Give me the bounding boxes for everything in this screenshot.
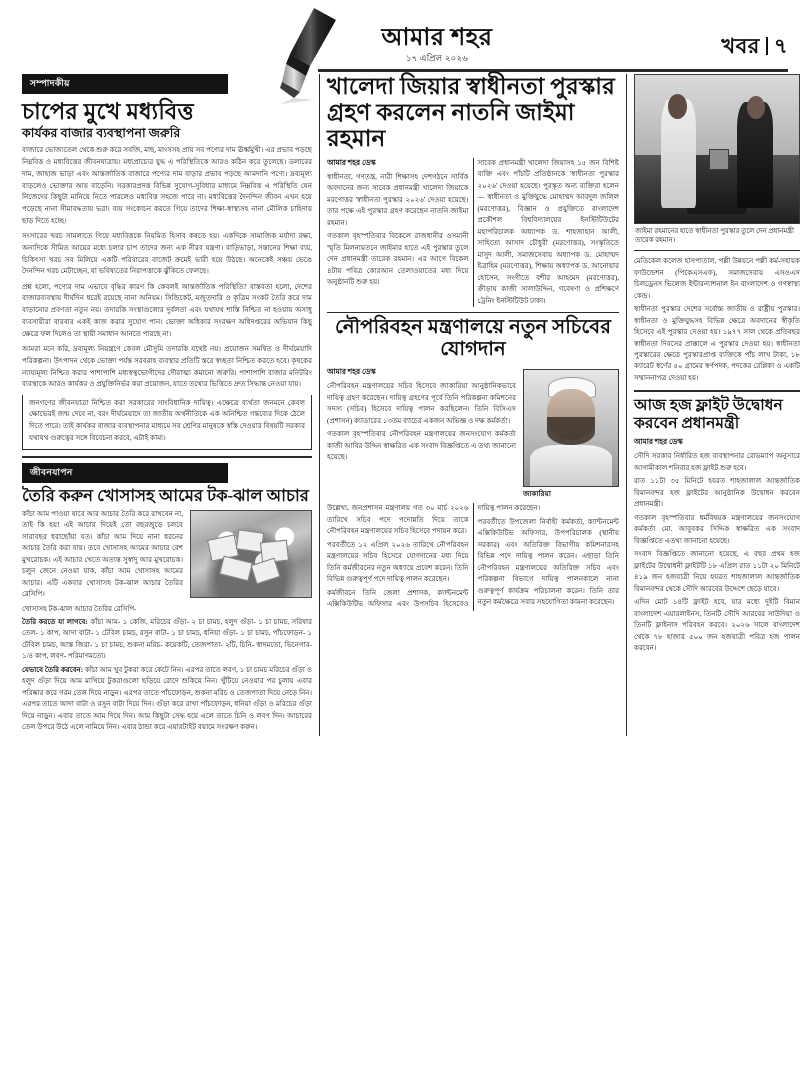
main-grid — [22, 74, 800, 736]
third-paragraph: গতকাল বৃহস্পতিবার ধর্মবিষয়ক মন্ত্রণালয়ের জনসংযোগ কর্মকর্তা মো. আবুবকর সিদ্দিক স্বাক্ষরিত এক সংবাদ বিজ্ঞপ্তিতে এতথ্য জানানো হয়েছে। — [634, 513, 800, 545]
lifestyle-paragraph: কাঁচা আম পাওয়া যাবে আর আচার তৈরি করে রাখবেন না, তাই কি হয়! এই আচার দিয়েই তো বছরজুড়ে চলবে সারাবছর ধরাছোঁয়া যত। কাঁচা আম দিয়ে নানা ধরনের আচার তৈরি করা যায়। তবে খোসাসহ আমের আচার বেশ মুখরোচক। এই আচার খেতে অত্যন্ত সুস্বাদু আর মুখরোচক। চলুন জেনে নেওয়া যাক, কাঁচা আম খোসাসহ আমের আচার। এটি একবার খোসাসহ টক-ঝাল আচার তৈরির রেসিপি। — [22, 509, 183, 599]
photo-detail — [219, 555, 253, 581]
recipe-block — [22, 604, 312, 734]
section-divider — [634, 390, 800, 392]
lead-top-columns — [327, 158, 619, 307]
second-headline: নৌপরিবহন মন্ত্রণালয়ে নতুন সচিবের যোগদান — [334, 317, 612, 361]
second-body-rest — [327, 503, 619, 610]
third-paragraph: রাত ১১টা ৩৫ মিনিটে হযরত শাহজালাল আন্তর্জাতিক বিমানবন্দর হজ ফ্লাইটের আনুষ্ঠানিক উদ্বোধন করবেন প্রধানমন্ত্রী। — [634, 477, 800, 509]
editorial-body — [22, 145, 312, 391]
third-paragraph: সৌদি সরকার নির্ধারিত হজ ব্যবস্থাপনার রোডম্যাপ অনুসারে আগামীকাল শনিবার হজ ফ্লাইট শুরু হবে। — [634, 452, 800, 472]
section-label: খবর — [721, 34, 760, 58]
method-label: যেভাবে তৈরি করবেন: — [22, 665, 84, 674]
center-column — [327, 74, 619, 736]
award-ceremony-photo — [634, 74, 800, 224]
secretary-portrait — [523, 369, 619, 501]
third-body — [634, 451, 800, 654]
section-divider — [327, 312, 619, 313]
second-paragraph: গতকাল বৃহস্পতিবার নৌপরিবহন মন্ত্রণালয়ের জনসংযোগ কর্মকর্তা কাজী আবির উদ্দিন স্বাক্ষরিত এক সংবাদ বিজ্ঞপ্তিতে এ তথ্য জানানো হয়েছে। — [327, 430, 516, 462]
photo-detail — [709, 149, 729, 170]
photo-detail — [530, 445, 613, 487]
column-rule — [626, 74, 627, 736]
recipe-ingredients-line — [22, 617, 312, 663]
masthead-center — [322, 26, 552, 66]
lead-headline: খালেদা জিয়ার স্বাধীনতা পুরস্কার গ্রহণ করলেন নাতনি জাইমা রহমান — [327, 74, 615, 151]
photo-detail — [547, 417, 596, 445]
portrait-caption: জাকারিয়া — [523, 490, 551, 499]
lead-paragraph: গতকাল বৃহস্পতিবার বিকেলে রাজধানীর ওসমানী স্মৃতি মিলনায়তনে জাইমার হাতে এই পুরস্কার তুলে দেন প্রধানমন্ত্রী তারেক রহমান। এর আগে বিকেল ৪টায় পবিত্র কোরআন তেলাওয়াতের মধ্য দিয়ে অনুষ্ঠানটি শুরু হয়। — [327, 232, 469, 287]
lead-body-continued — [634, 256, 800, 384]
mango-pickle-photo — [190, 510, 312, 598]
newspaper-page — [22, 12, 800, 1068]
editorial-paragraph: বাজারে ভোজ্যতেল থেকে শুরু করে সবজি, মাছ, মাংসসহ প্রায় সব পণ্যের দাম ঊর্ধ্বমুখী। এর প্রভাব পড়ছে নিম্নবিত্ত ও মধ্যবিত্তের জীবনযাত্রায়। মধ্যপ্রাচ্যের যুদ্ধ এ পরিস্থিতিকে আরও কঠিন করে তুলেছে। ডলারের দাম, জাহাজ ভাড়া এবং আন্তর্জাতিক বাজারে পণ্যের দাম বাড়ার প্রভাব পড়ছে আমদানি পণ্যে। দ্রব্যমূল্য বাড়লেও ভোক্তার আয় বাড়েনি। সরকারপ্রদত্ত বিভিন্ন সুযোগ-সুবিধার মাধ্যমে নিম্নবিত্ত এ পরিস্থিতি যেন নিজেদের কিছুটা মানিয়ে নিতে পারলেও মধ্যবিত্ত সহজে পারে না। মধ্যবিত্তের দৈনন্দিন জীবন এখন হয়ে পড়েছে নানা সীমাবদ্ধতায় ভরা। ব্যয় সংকোচন করতে গিয়ে তাদের শিক্ষা-স্বাস্থ্যসহ নানা মৌলিক চাহিদায় ছাড় দিতে হচ্ছে। — [22, 146, 312, 225]
second-paragraph: কর্মজীবনে তিনি জেলা প্রশাসক, ক্যান্টনমেন্ট এক্সিকিউটিভ অফিসার এবং উপসচিব হিসেবেও দায়িত্ব পালন করেছেন। — [327, 504, 541, 609]
editorial-subhead: কার্যকর বাজার ব্যবস্থাপনা জরুরি — [22, 126, 181, 141]
second-paragraph: উল্লেখ্য, জনপ্রশাসন মন্ত্রণালয় গত ৩০ মার্চ ২০২৬ তারিখে সচিব পদে পদোন্নতি দিয়ে তাকে নৌপরিবহন মন্ত্রণালয়ের সচিব হিসেবে পদায়ন করে। — [327, 504, 469, 536]
divider-bar — [766, 37, 768, 55]
second-story — [327, 317, 619, 610]
method-text: কাঁচা আম খুব টুকরা করে কেটে নিন। এরপর তাতে লবণ, ১ চা চামচ মরিচের গুঁড়া ও হলুদ গুঁড়া দিয়ে আম মাখিয়ে টুকরাগুলো ছড়িয়ে রোদে শুকিয়ে নিন। খুঁটিয়ে নেওয়ার পর চুলায় এবার পরিষ্কার করে গরম তেল দিয়ে নাড়ুন। এরপর তাতে পাঁচফোড়ন, শুকনা মরিচ ও তেজপাতা দিয়ে নেড়ে নিন। এরপর তাতে আদা বাটা ও রসুন বাটা দিয়ে দিন। গুঁড়া করে রাখা পাঁচফোড়ন, ধনিয়া গুঁড়া ও মরিচের গুঁড়া দিয়ে নাড়ুন। এবার তাতে আম দিয়ে দিন। আম কিছুটা সেদ্ধ হয়ে এলে তাতে চিনি ও লবণ দিন। আচারের তেল উপরে উঠে এলে নামিয়ে নিন। এবার ঠান্ডা করে এয়ারটাইট বয়ামে সংরক্ষণ করুন। — [22, 665, 312, 732]
section-divider — [634, 250, 800, 251]
third-paragraph: এদিন মোট ১৪টি ফ্লাইট হবে, যার মধ্যে দুইটি বিমান বাংলাদেশ এয়ারলাইনস, তিনটি সৌদি আরবের সাউদিয়া ও তিনটি ফ্লাইনাস পরিবহন করবে। ২০২৬ সালে বাংলাদেশ থেকে ৭৮ হাজার ৫০০ জন হজযাত্রী পবিত্র হজ পালন করবেন। — [634, 598, 800, 653]
editorial-paragraph: প্রশ্ন হলো, পণ্যের দাম এভাবে বৃদ্ধির কারণ কি কেবলই আন্তর্জাতিক পরিস্থিতি? বাস্তবতা হলো, দেশের বাজারব্যবস্থায় দীর্ঘদিন ধরেই রয়েছে নানা অনিয়ম। সিন্ডিকেট, মজুতদারি ও কৃত্রিম সংকট তৈরি করে দাম বাড়ানোর প্রবণতা নতুন নয়। তদারকি সংস্থাগুলোর দুর্বলতা এবং যথাযথ শাস্তি নিশ্চিত না হওয়ায় অসাধু ব্যবসায়ীরা বারবার একই কাজ করার সুযোগ পান। ভোক্তা অধিকার সংরক্ষণ অধিদপ্তরের অভিযান কিছু ক্ষেত্রে ফল দিলেও তা স্থায়ী সমাধান আনতে পারছে না। — [22, 282, 312, 338]
third-story — [634, 397, 800, 654]
editorial-paragraph: সংসারের খরচ সামলাতে গিয়ে মধ্যবিত্তকে নিয়মিত হিসাব কষতে হয়। একদিকে সামাজিক মর্যাদা রক্ষা, অন্যদিকে সীমিত আয়ের মধ্যে চলার চাপ তাদের জন্য এক নীরব যন্ত্রণা। বাড়িভাড়া, সন্তানের শিক্ষা ব্যয়, চিকিৎসা খরচ সব মিলিয়ে একটি পরিবারের বাজেট ক্রমেই ভারী হয়ে উঠছে। অনেকেই সঞ্চয় ভেঙে দৈনন্দিন খরচ মেটাচ্ছেন, যা ভবিষ্যতের নিরাপত্তাকে ঝুঁকিতে ফেলছে। — [22, 232, 312, 276]
lifestyle-section-tag: জীবনযাপন — [22, 463, 228, 483]
second-paragraph: নৌপরিবহন মন্ত্রণালয়ের সচিব হিসেবে জাকারিয়া আনুষ্ঠানিকভাবে দায়িত্ব গ্রহণ করেছেন। দায়িত্ব গ্রহণের পূর্বে তিনি পরিকল্পনা কমিশনের সদস্য (সচিব) হিসেবে দায়িত্ব পালন করছিলেন। তিনি বিসিএস (প্রশাসন) ক্যাডারের ১৩তম ব্যাচের একজন অভিজ্ঞ ও দক্ষ কর্মকর্তা। — [327, 382, 516, 425]
editorial-paragraph: আমরা মনে করি, দ্রব্যমূল্য নিয়ন্ত্রণে কেবল মৌসুমি তদারকি যথেষ্ট নয়। প্রয়োজন সমন্বিত ও দীর্ঘমেয়াদি পরিকল্পনা। উৎপাদন থেকে ভোক্তা পর্যন্ত সরবরাহ ব্যবস্থার প্রতিটি স্তরে স্বচ্ছতা নিশ্চিত করতে হবে। কৃষকের ন্যায্যমূল্য নিশ্চিত করার পাশাপাশি মধ্যস্বত্বভোগীদের দৌরাত্ম্য কমানো জরুরি। পাশাপাশি বাজার মনিটরিং ব্যবস্থাকে আরও কার্যকর ও প্রযুক্তিনির্ভর করা প্রয়োজন, যাতে তথ্যের ভিত্তিতে দ্রুত সিদ্ধান্ত নেওয়া যায়। — [22, 345, 312, 389]
section-page-indicator — [721, 30, 788, 65]
second-paragraph: পরবর্তীতে ১২ এপ্রিল ২০২৬ তারিখে নৌপরিবহন মন্ত্রণালয়ের সচিব হিসেবে যোগদানের মধ্য দিয়ে তিনি কর্মজীবনের নতুন অধ্যায়ে প্রবেশ করেন। তিনি বিভিন্ন গুরুত্বপূর্ণ পদে দায়িত্ব পালন করেছেন। — [327, 540, 469, 584]
lead-story — [327, 74, 619, 307]
lifestyle-section — [22, 463, 312, 734]
second-body-columns — [327, 503, 619, 610]
lead-photo-caption: জাইমা রহমানের হাতে স্বাধীনতা পুরস্কার তুলে দেন প্রধানমন্ত্রী তারেক রহমান। — [635, 227, 794, 244]
lead-paragraph: সাবেক প্রধানমন্ত্রী খালেদা জিয়াসহ ১৫ জন বিশিষ্ট ব্যক্তি এবং পাঁচটি প্রতিষ্ঠানকে 'স্বাধীনতা পুরস্কার ২০২৬' দেওয়া হয়েছে। পুরস্কৃত অন্য ব্যক্তিরা হলেন— স্বাধীনতা ও মুক্তিযুদ্ধে মোহাম্মদ আবদুল জলিল (মরণোত্তর), বিজ্ঞান ও প্রযুক্তিতে বাংলাদেশ প্রকৌশল বিশ্ববিদ্যালয়ের ইনস্টিটিউটের মহাপরিচালক অধ্যাপক ড. শাহজাহান আলী, সাহিত্যে আসাদ চৌধুরী (মরণোত্তর), সংস্কৃতিতে মাসুদ আলী, সমাজসেবায় অধ্যাপক ড. মোহাম্মদ ইব্রাহিম (মরণোত্তর), শিক্ষায় অধ্যাপক ড. আনোয়ার হোসেন, সংগীতে বশীর আহমেদ (মরণোত্তর), ক্রীড়ায় কাজী সালাউদ্দিন, গবেষণা ও প্রশিক্ষণে ট্রেনিং ইনস্টিটিউট ঢাকা। — [477, 158, 619, 305]
masthead-rule — [318, 69, 788, 72]
left-column — [22, 74, 312, 736]
masthead — [22, 12, 788, 74]
photo-detail — [635, 75, 799, 155]
third-paragraph: সংবাদ বিজ্ঞপ্তিতে জানানো হয়েছে, এ বছর প্রথম হজ ফ্লাইটের উদ্বোধনী ফ্লাইটটি ১৮ এপ্রিল রাত ১১টা ২০ মিনিটে ৪১৯ জন হজযাত্রী নিয়ে হযরত শাহজালাল আন্তর্জাতিক বিমানবন্দর থেকে সৌদি আরবের উদ্দেশে ছেড়ে যাবে। — [634, 550, 800, 593]
second-byline: আমার শহর ডেস্ক — [327, 367, 376, 377]
editorial-headline: চাপের মুখে মধ্যবিত্ত — [22, 99, 194, 124]
publication-date: ১৭ এপ্রিল ২০২৬ — [405, 53, 469, 64]
third-byline: আমার শহর ডেস্ক — [634, 437, 683, 447]
recipe-method-line — [22, 665, 312, 734]
secretary-portrait-photo — [523, 369, 619, 487]
newspaper-title: আমার শহর — [381, 25, 493, 51]
page-number: ৭ — [773, 34, 788, 58]
editorial-section-tag: সম্পাদকীয় — [22, 74, 228, 94]
ingredients-text: কাঁচা আম- ১ কেজি, মরিচের গুঁড়া- ২ চা চামচ, হলুদ গুঁড়া- ১ চা চামচ, সরিষার তেল- ১ কাপ, আদা বাটা- ১ টেবিল চামচ, রসুন বাটা- ১ চা চামচ, ধনিয়া গুঁড়া- ১ চা চামচ, পাঁচফোড়ন- ১ টেবিল চামচ, আস্ত জিরা- ১ চা চামচ, শুকনা মরিচ- কয়েকটি, তেজপাতা- ২টি, চিনি- স্বাদমতো, ভিনেগার- ১/৪ কাপ, লবণ- পরিমাণমতো। — [22, 618, 312, 661]
editorial-closing-box — [22, 395, 312, 450]
third-headline: আজ হজ ফ্লাইট উদ্বোধন করবেন প্রধানমন্ত্রী — [634, 397, 783, 433]
editorial-paragraph: জনগণের জীবনযাত্রা নিশ্চিত করা সরকারের সাংবিধানিক দায়িত্ব। এক্ষেত্রে ব্যর্থতা জনমনে কেবল ক্ষোভেরই জন্ম দেবে না, বরং দীর্ঘমেয়াদে তা জাতীয় অর্থনীতিকে এক অনিশ্চিত গন্তব্যের দিকে ঠেলে দিতে পারে। তাই কার্যকর বাজার ব্যবস্থাপনার মাধ্যমে সব শ্রেণির মানুষকে স্বস্তি দেওয়ার বিষয়টি সরকার যথাযথ গুরুত্বের সঙ্গে বিবেচনা করবে, এটাই কাম্য। — [29, 398, 305, 442]
lead-paragraph: স্বাধীনতা পুরস্কার দেশের সর্বোচ্চ জাতীয় ও রাষ্ট্রীয় পুরস্কার। স্বাধীনতা ও মুক্তিযুদ্ধসহ বিভিন্ন ক্ষেত্রে অবদানের স্বীকৃতি হিসেবে এই পুরস্কার দেওয়া হয়। ১৯৭৭ সাল থেকে প্রতিবছর স্বাধীনতা দিবসের প্রাক্কালে এ পুরস্কার দেওয়া হয়। স্বাধীনতা পুরস্কারের ক্ষেত্রে পুরস্কারপ্রাপ্ত ব্যক্তিকে পাঁচ লাখ টাকা, ১৮ ক্যারেট স্বর্ণের ৫০ গ্রামের স্বর্ণপদক, পদকের রেপ্লিকা ও একটি সম্মাননাপত্র দেওয়া হয়। — [634, 305, 800, 382]
section-divider — [22, 456, 312, 458]
second-paragraph: পরবর্তীতে উপজেলা নির্বাহী কর্মকর্তা, ক্যান্টনমেন্ট এক্সিকিউটিভ অফিসার, উপপরিচালক (স্থানীয় সরকার) এবং অতিরিক্ত বিভাগীয় কমিশনারসহ বিভিন্ন পদে দায়িত্ব পালন করেন। এছাড়া তিনি নৌপরিবহন মন্ত্রণালয়ের অতিরিক্ত সচিব এবং পরিকল্পনা বিভাগে দায়িত্ব পালনকালে নানা গুরুত্বপূর্ণ কার্যক্রম পরিচালনা করেন। তিনি তার নতুন কর্মক্ষেত্রে সবার সহযোগিতা কামনা করেছেন। — [477, 517, 619, 607]
photo-detail — [747, 96, 765, 120]
lead-body-left — [327, 158, 619, 307]
lead-paragraph: মেডিকেল কলেজ হাসপাতাল, পল্লী উন্নয়নে পল্লী কর্ম-সহায়ক ফাউন্ডেশন (পিকেএসএফ), সমাজসেবায় এসওএস চিলড্রেনস ভিলেজ ইন্টারন্যাশনাল ইন বাংলাদেশ ও গণস্বাস্থ্য কেন্দ্র। — [634, 257, 800, 300]
lifestyle-headline: তৈরি করুন খোসাসহ আমের টক-ঝাল আচার — [22, 485, 309, 505]
right-column — [634, 74, 800, 736]
lead-paragraph: স্বাধীনতা, গণতন্ত্র, নারী শিক্ষাসহ দেশগঠনে সার্বিক অবদানের জন্য সাবেক প্রধানমন্ত্রী খালেদা জিয়াকে মরণোত্তর 'স্বাধীনতা পুরস্কার ২০২৬' দেওয়া হয়েছে। তার পক্ষে এই পুরস্কার গ্রহণ করেছেন নাতনি জাইমা রহমান। — [327, 172, 469, 227]
editorial-section — [22, 74, 312, 450]
recipe-title: খোসাসহ টক-ঝাল আচার তৈরির রেসিপি- — [22, 604, 137, 613]
lead-byline: আমার শহর ডেস্ক — [327, 157, 376, 167]
ingredients-label: তৈরি করতে যা লাগবে: — [22, 618, 88, 626]
column-rule — [319, 74, 320, 736]
